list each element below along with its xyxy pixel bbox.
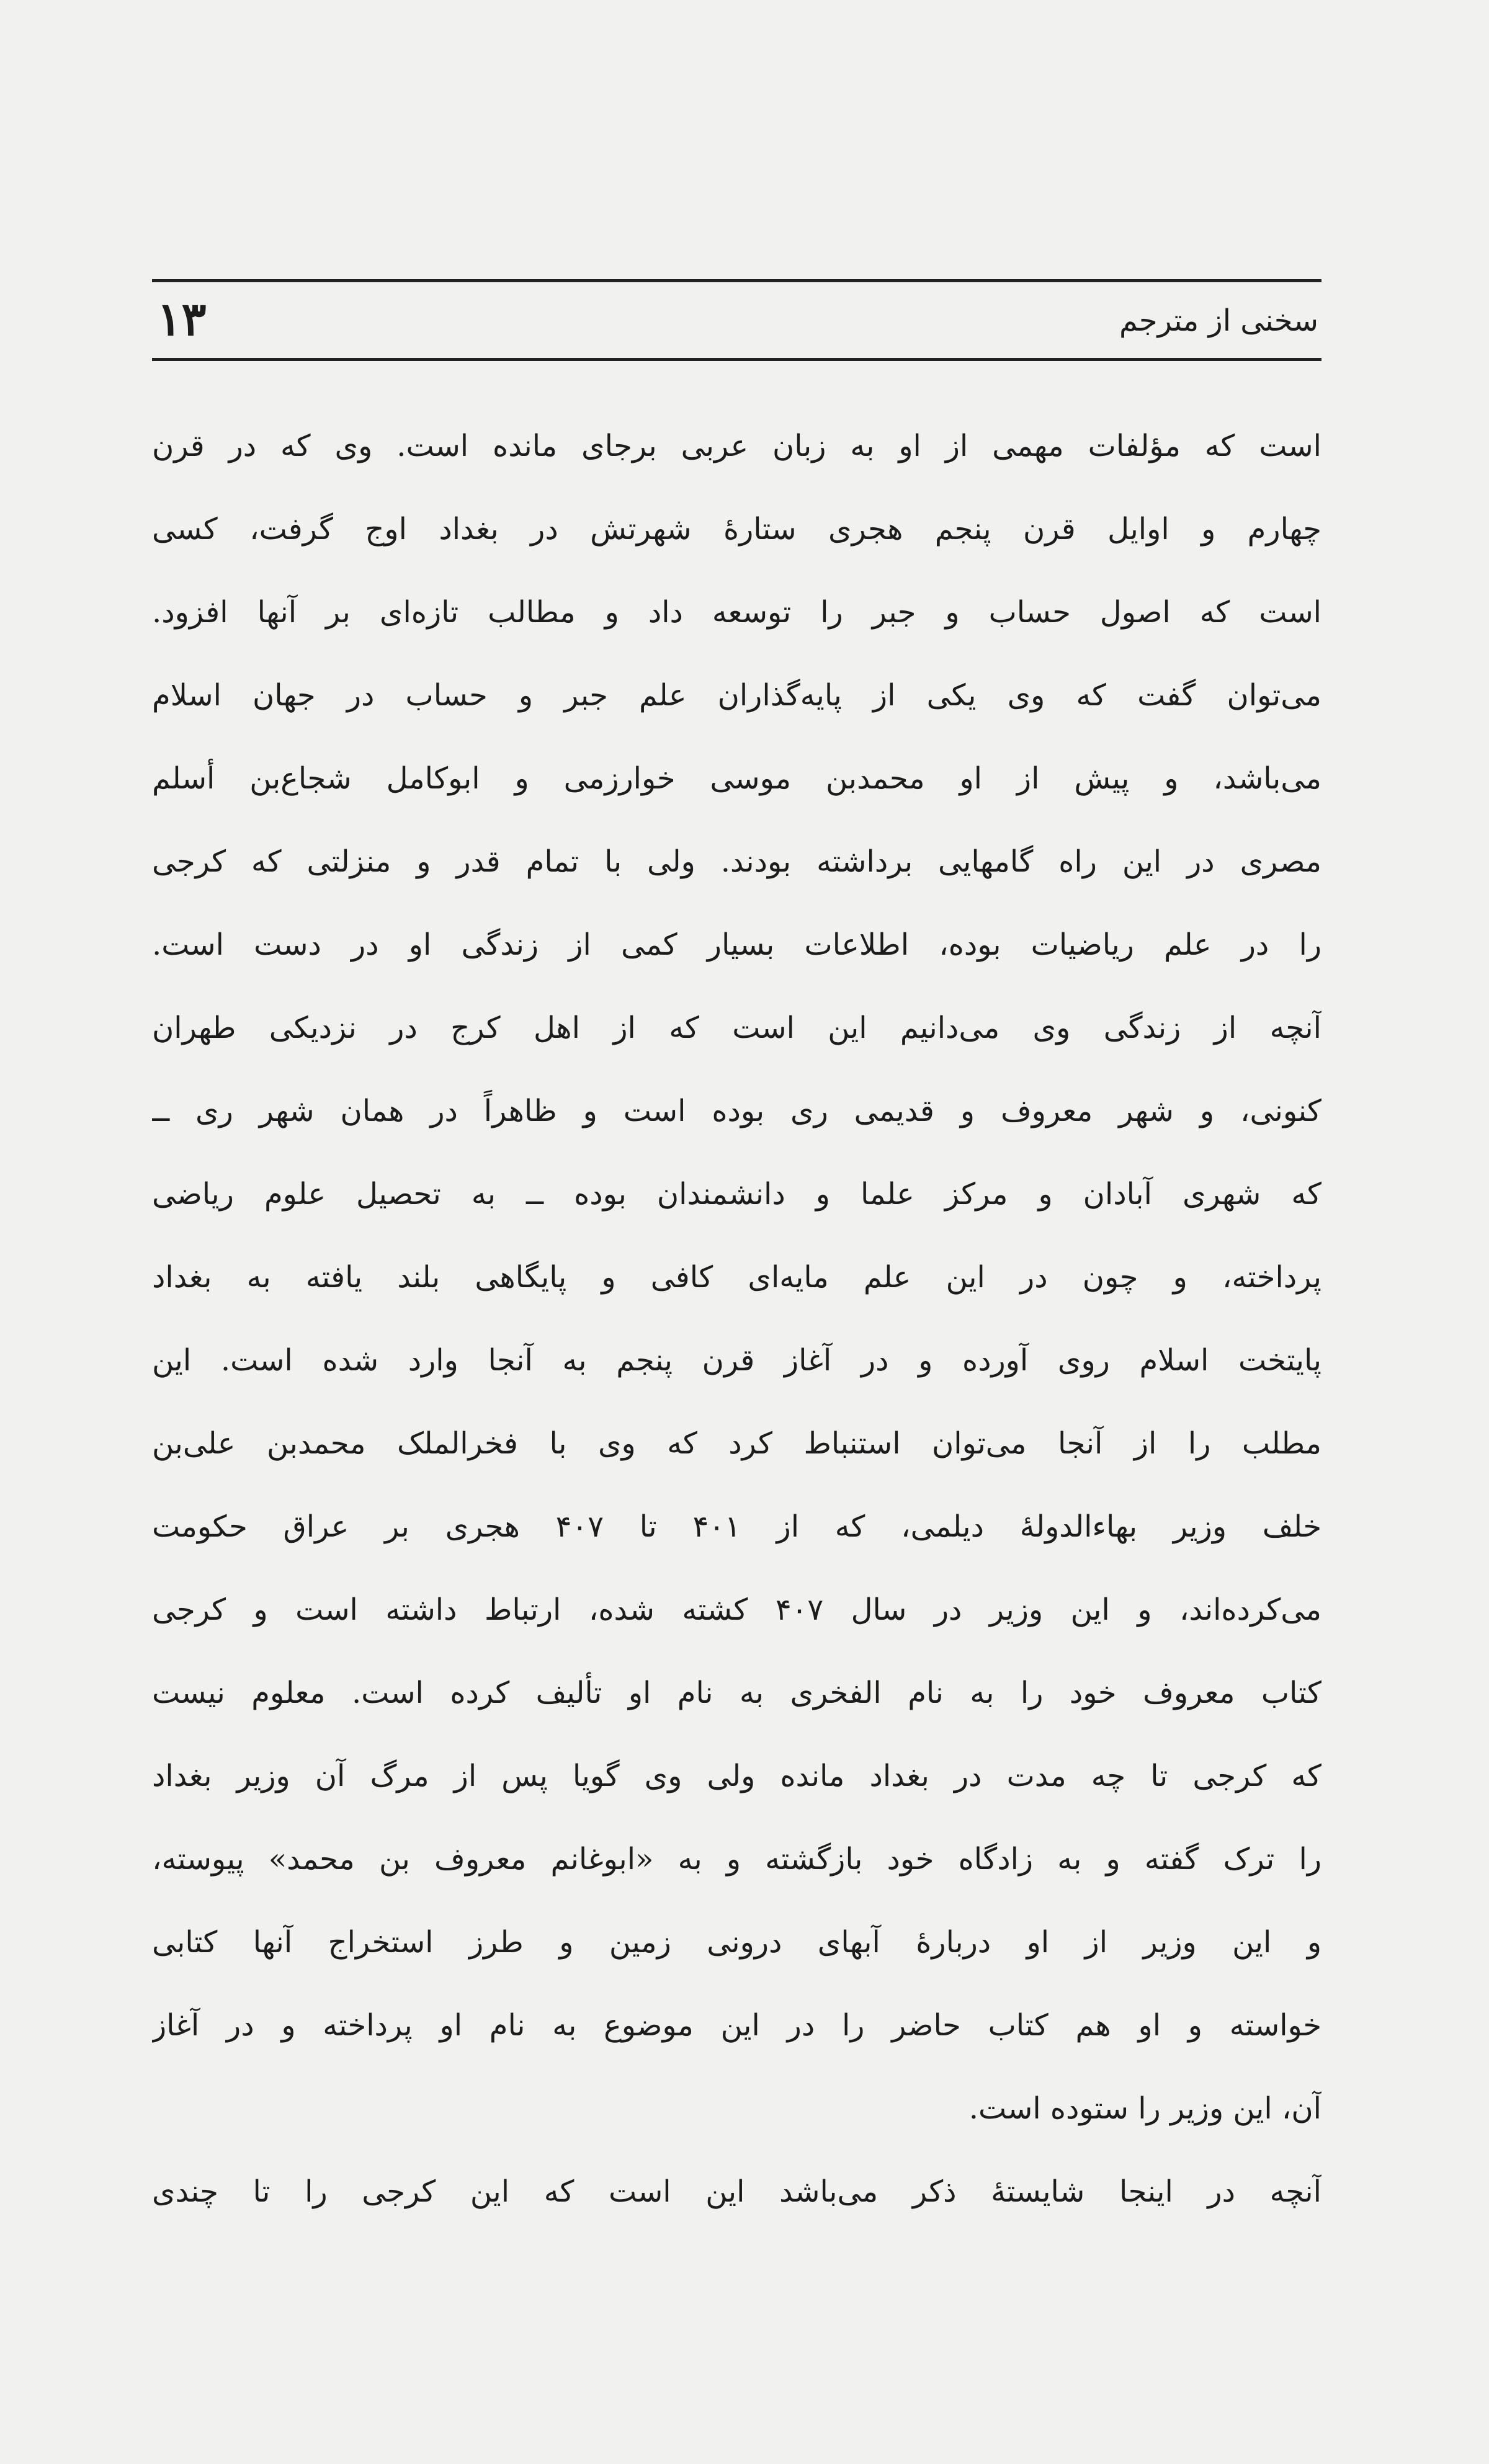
text-line: می‌کرده‌اند، و این وزیر در سال ۴۰۷ کشته شده، ارتباط داشته است و کرجی: [152, 1592, 1321, 1627]
text-line: مصری در این راه گامهایی برداشته بودند. ولی با تمام قدر و منزلتی که کرجی: [152, 844, 1321, 879]
text-line: که شهری آبادان و مرکز علما و دانشمندان بوده ــ به تحصیل علوم ریاضی: [152, 1177, 1321, 1212]
text-line: آنچه در اینجا شایستهٔ ذکر می‌باشد این است که این کرجی را تا چندی: [152, 2174, 1321, 2209]
text-line: آن، این وزیر را ستوده است.: [968, 2091, 1321, 2126]
text-line: کنونی، و شهر معروف و قدیمی ری بوده است و ظاهراً در همان شهر ری ــ: [152, 1094, 1321, 1128]
text-line: و این وزیر از او دربارهٔ آبهای درونی زمین و طرز استخراج آنها کتابی: [152, 1925, 1321, 1960]
page-number: ۱۳: [157, 293, 207, 346]
text-line: است که مؤلفات مهمی از او به زبان عربی برجای مانده است. وی که در قرن: [152, 429, 1321, 463]
text-line: خلف وزیر بهاءالدولهٔ دیلمی، که از ۴۰۱ تا ۴۰۷ هجری بر عراق حکومت: [152, 1509, 1321, 1544]
text-line: آنچه از زندگی وی می‌دانیم این است که از اهل کرج در نزدیکی طهران: [152, 1011, 1321, 1045]
text-line: است که اصول حساب و جبر را توسعه داد و مطالب تازه‌ای بر آنها افزود.: [152, 595, 1321, 630]
text-line: که کرجی تا چه مدت در بغداد مانده ولی وی گویا پس از مرگ آن وزیر بغداد: [152, 1759, 1321, 1793]
text-line: پرداخته، و چون در این علم مایه‌ای کافی و پایگاهی بلند یافته به بغداد: [152, 1260, 1321, 1295]
text-line: چهارم و اوایل قرن پنجم هجری ستارهٔ شهرتش در بغداد اوج گرفت، کسی: [152, 512, 1321, 547]
text-line: را در علم ریاضیات بوده، اطلاعات بسیار کمی از زندگی او در دست است.: [152, 927, 1321, 962]
text-line: مطلب را از آنجا می‌توان استنباط کرد که وی با فخرالملک محمدبن علی‌بن: [152, 1426, 1321, 1461]
text-line: خواسته و او هم کتاب حاضر را در این موضوع به نام او پرداخته و در آغاز: [152, 2008, 1321, 2043]
body-text: [152, 404, 1321, 2233]
running-title: سخنی از مترجم: [1119, 303, 1318, 338]
text-line: را ترک گفته و به زادگاه خود بازگشته و به «ابوغانم معروف بن محمد» پیوسته،: [152, 1842, 1321, 1877]
text-line: می‌توان گفت که وی یکی از پایه‌گذاران علم جبر و حساب در جهان اسلام: [152, 678, 1321, 713]
running-header: [152, 279, 1321, 361]
text-line: پایتخت اسلام روی آورده و در آغاز قرن پنجم به آنجا وارد شده است. این: [152, 1343, 1321, 1378]
text-line: می‌باشد، و پیش از او محمدبن موسی خوارزمی و ابوکامل شجاع‌بن أسلم: [152, 761, 1321, 796]
text-line: کتاب معروف خود را به نام الفخری به نام او تألیف کرده است. معلوم نیست: [152, 1676, 1321, 1710]
